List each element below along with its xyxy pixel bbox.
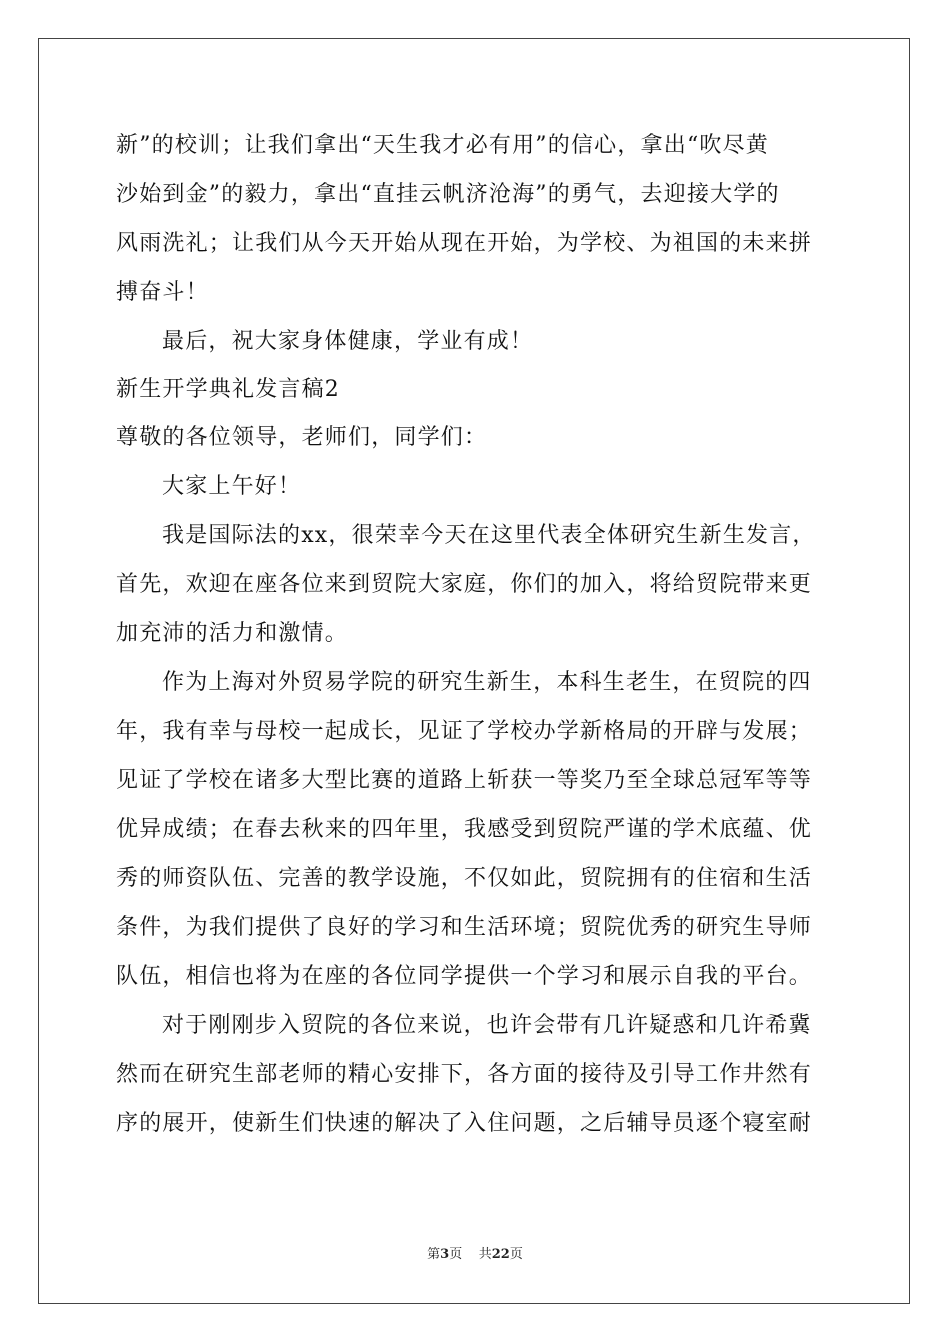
section-heading: 新生开学典礼发言稿2: [116, 377, 340, 402]
text-line: 然而在研究生部老师的精心安排下，各方面的接待及引导工作井然有: [116, 1062, 813, 1087]
text-line: 搏奋斗！: [116, 280, 209, 305]
text-line: 加充沛的活力和激情。: [116, 621, 349, 646]
text-line: 最后，祝大家身体健康，学业有成！: [162, 329, 534, 354]
text-line: 对于刚刚步入贸院的各位来说，也许会带有几许疑惑和几许希冀: [162, 1013, 812, 1038]
text-line: 优异成绩；在春去秋来的四年里，我感受到贸院严谨的学术底蕴、优: [116, 817, 813, 842]
page-number: 3: [440, 1247, 450, 1262]
text-line: 见证了学校在诸多大型比赛的道路上斩获一等奖乃至全球总冠军等等: [116, 768, 813, 793]
text-line: 条件，为我们提供了良好的学习和生活环境；贸院优秀的研究生导师: [116, 915, 813, 940]
text-line: 我是国际法的xx，很荣幸今天在这里代表全体研究生新生发言，: [162, 523, 816, 548]
page-prefix: 第: [427, 1247, 441, 1262]
text-line: 年，我有幸与母校一起成长，见证了学校办学新格局的开辟与发展；: [116, 719, 813, 744]
total-prefix: 共: [478, 1247, 492, 1262]
text-line: 沙始到金”的毅力，拿出“直挂云帆济沧海”的勇气，去迎接大学的: [116, 182, 780, 207]
text-line: 新”的校训；让我们拿出“天生我才必有用”的信心，拿出“吹尽黄: [116, 133, 769, 158]
text-line: 秀的师资队伍、完善的教学设施，不仅如此，贸院拥有的住宿和生活: [116, 866, 813, 891]
text-line: 作为上海对外贸易学院的研究生新生，本科生老生，在贸院的四: [162, 670, 812, 695]
total-suffix: 页: [509, 1247, 523, 1262]
text-line: 首先，欢迎在座各位来到贸院大家庭，你们的加入，将给贸院带来更: [116, 572, 813, 597]
text-line: 风雨洗礼；让我们从今天开始从现在开始，为学校、为祖国的未来拼: [116, 231, 813, 256]
total-pages: 22: [491, 1247, 510, 1262]
page-footer: [0, 1246, 950, 1264]
text-line: 队伍，相信也将为在座的各位同学提供一个学习和展示自我的平台。: [116, 964, 813, 989]
salutation: 尊敬的各位领导，老师们，同学们：: [116, 425, 488, 450]
text-line: 序的展开，使新生们快速的解决了入住问题，之后辅导员逐个寝室耐: [116, 1111, 813, 1136]
greeting: 大家上午好！: [162, 474, 302, 499]
page-suffix: 页: [449, 1247, 463, 1262]
